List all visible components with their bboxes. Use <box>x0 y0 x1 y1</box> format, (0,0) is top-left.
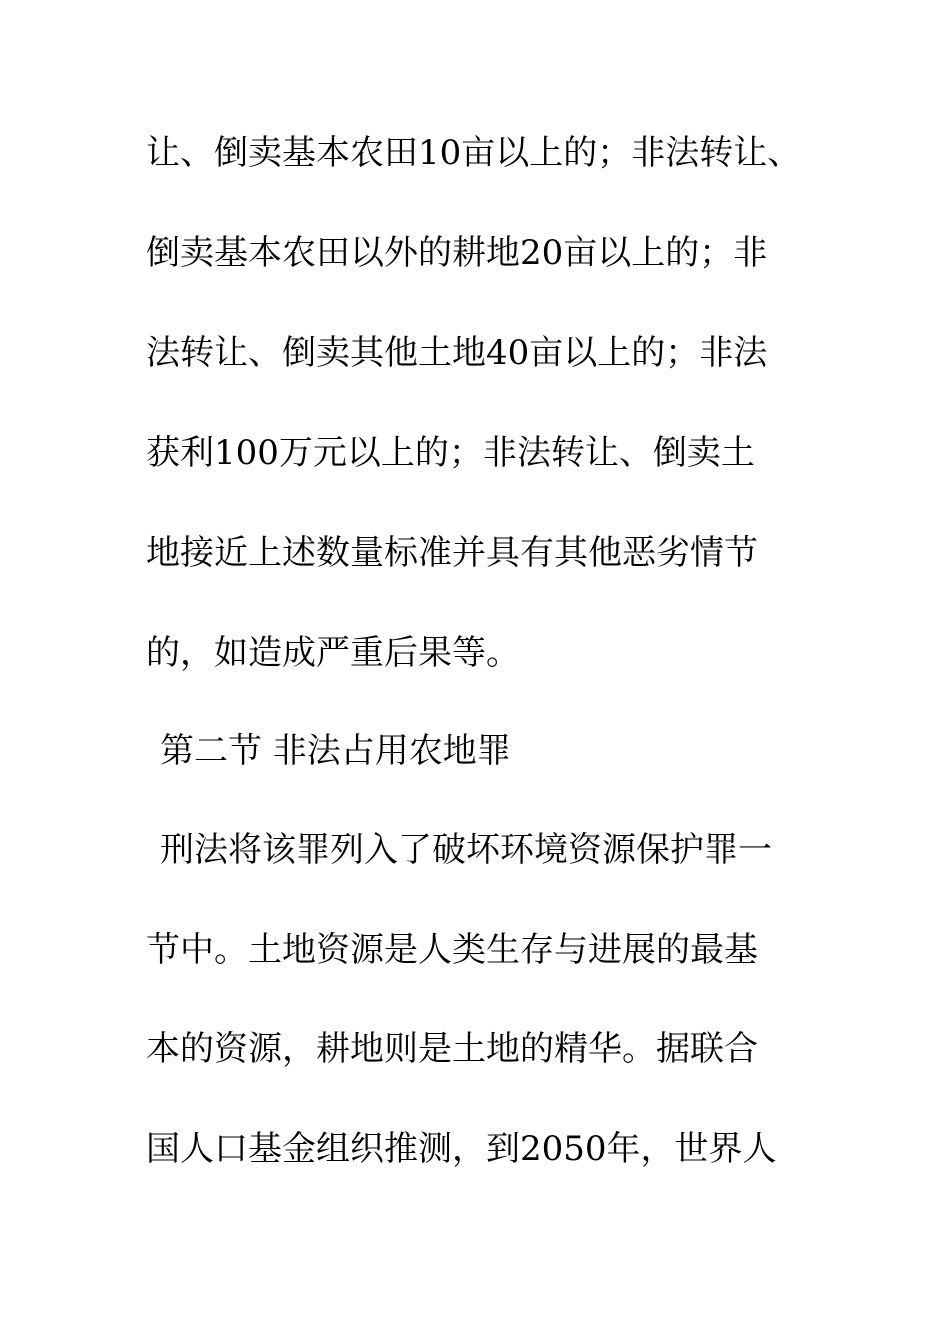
text-line: 节中。土地资源是人类生存与进展的最基 <box>146 930 758 970</box>
text-line: 获利100万元以上的；非法转让、倒卖土 <box>146 433 755 473</box>
section-heading: 第二节 非法占用农地罪 <box>160 731 511 771</box>
text-line: 地接近上述数量标准并具有其他恶劣情节 <box>146 533 758 573</box>
text-line: 法转让、倒卖其他土地40亩以上的；非法 <box>146 333 768 373</box>
text-line: 刑法将该罪列入了破坏环境资源保护罪一 <box>160 830 772 870</box>
text-line: 本的资源，耕地则是土地的精华。据联合 <box>146 1029 758 1069</box>
text-line: 让、倒卖基本农田10亩以上的；非法转让、 <box>146 133 802 173</box>
text-line: 国人口基金组织推测，到2050年，世界人 <box>146 1129 777 1169</box>
text-line: 倒卖基本农田以外的耕地20亩以上的；非 <box>146 233 768 273</box>
text-line: 的，如造成严重后果等。 <box>146 633 520 673</box>
